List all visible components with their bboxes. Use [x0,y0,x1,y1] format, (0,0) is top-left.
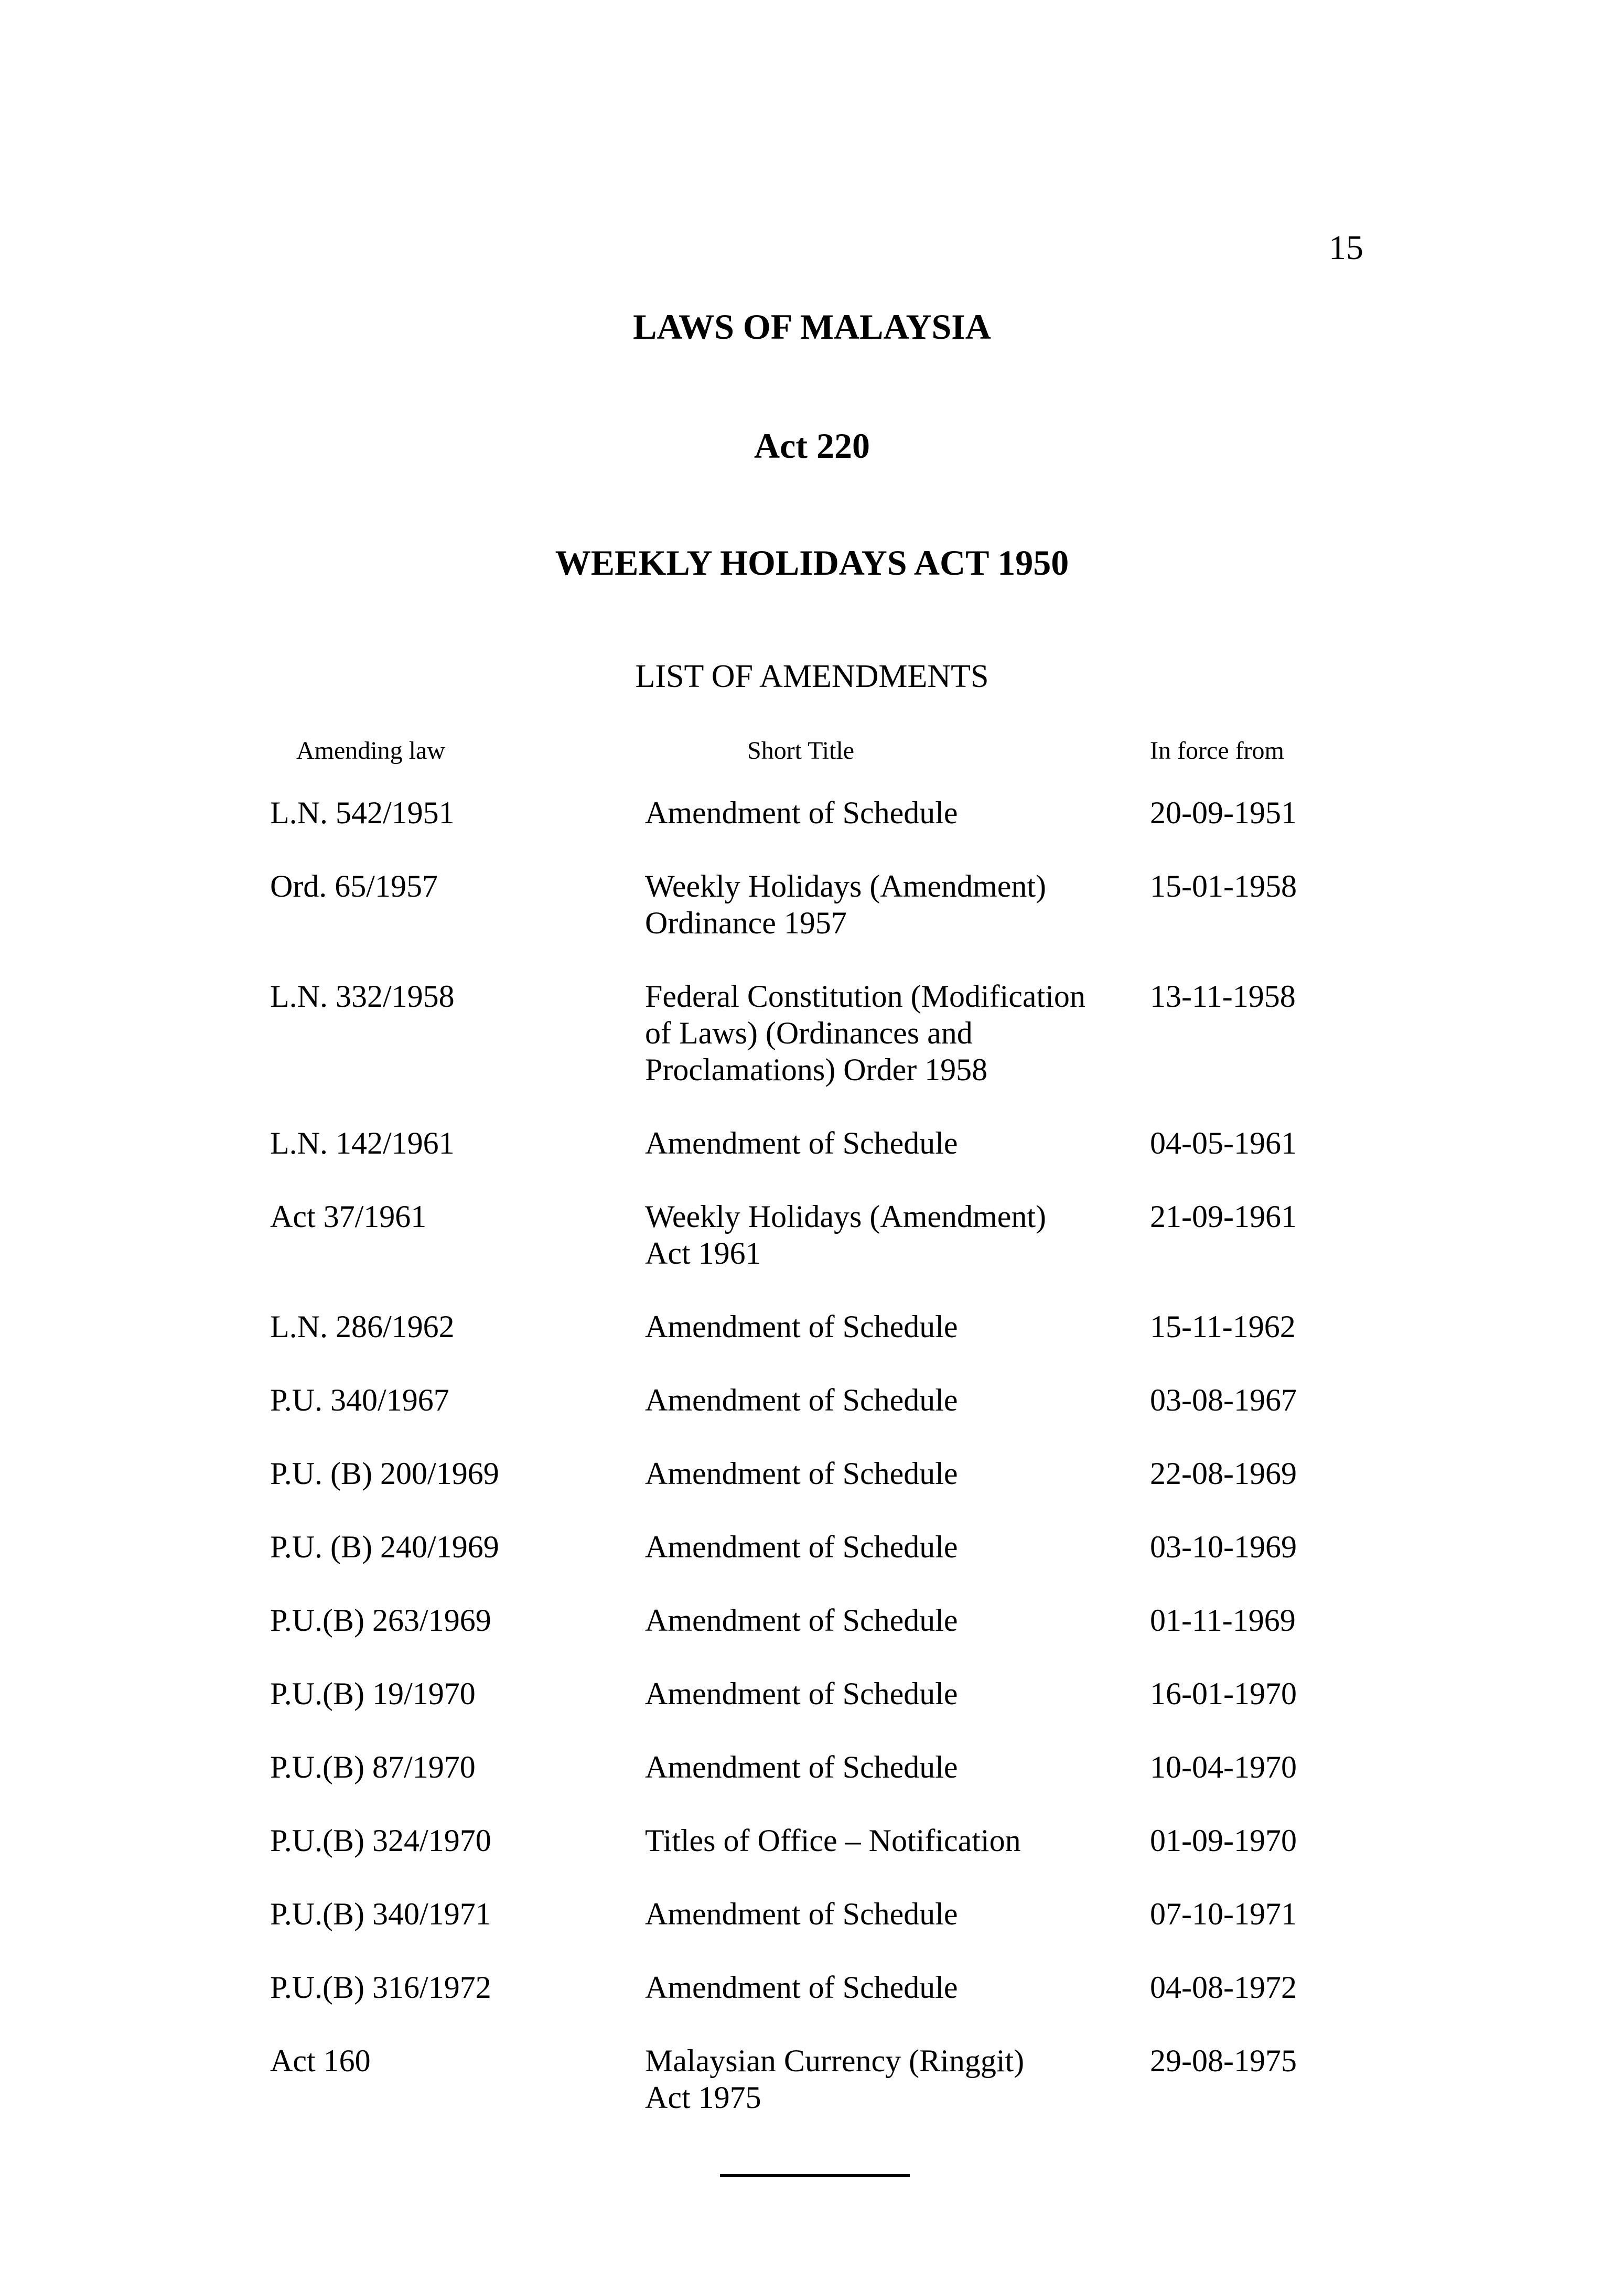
table-row [270,1602,1376,1639]
amending-law-cell: L.N. 286/1962 [270,1309,455,1344]
column-header-short-title: Short Title [747,737,855,765]
in-force-date-cell: 01-09-1970 [1150,1823,1297,1858]
amending-law-cell: Ord. 65/1957 [270,869,438,903]
in-force-date-cell: 07-10-1971 [1150,1897,1297,1931]
in-force-date-cell: 10-04-1970 [1150,1750,1297,1784]
in-force-date-cell: 21-09-1961 [1150,1199,1297,1234]
in-force-date-cell: 03-08-1967 [1150,1383,1297,1417]
amendments-table [270,794,1376,2153]
column-header-in-force-from: In force from [1150,737,1284,765]
short-title-cell: Weekly Holidays (Amendment) Ordinance 1957 [645,869,1046,940]
in-force-date-cell: 15-11-1962 [1150,1309,1296,1344]
amending-law-cell: L.N. 142/1961 [270,1126,455,1160]
table-row [270,1455,1376,1492]
short-title-cell: Amendment of Schedule [645,1970,958,2005]
amending-law-cell: P.U.(B) 263/1969 [270,1603,491,1638]
in-force-date-cell: 15-01-1958 [1150,869,1297,903]
amending-law-cell: Act 160 [270,2043,371,2078]
short-title-cell: Amendment of Schedule [645,1383,958,1417]
table-row [270,1675,1376,1712]
in-force-date-cell: 03-10-1969 [1150,1530,1297,1564]
amending-law-cell: Act 37/1961 [270,1199,427,1234]
in-force-date-cell: 16-01-1970 [1150,1676,1297,1711]
short-title-cell: Amendment of Schedule [645,1126,958,1160]
short-title-cell: Malaysian Currency (Ringgit) Act 1975 [645,2043,1025,2115]
table-row [270,1308,1376,1345]
column-header-amending-law: Amending law [296,737,445,765]
amending-law-cell: P.U.(B) 87/1970 [270,1750,476,1784]
short-title-cell: Amendment of Schedule [645,1456,958,1491]
table-row [270,1896,1376,1932]
table-row [270,1382,1376,1418]
table-row [270,1529,1376,1565]
amending-law-cell: P.U.(B) 324/1970 [270,1823,491,1858]
in-force-date-cell: 04-05-1961 [1150,1126,1297,1160]
short-title-cell: Federal Constitution (Modification of Laws) (Ordinances and Proclamations) Order 1958 [645,979,1085,1087]
table-row [270,2042,1376,2116]
document-heading-laws: LAWS OF MALAYSIA [633,307,991,347]
short-title-cell: Weekly Holidays (Amendment) Act 1961 [645,1199,1046,1271]
table-row [270,1749,1376,1785]
in-force-date-cell: 20-09-1951 [1150,795,1297,830]
amending-law-cell: L.N. 332/1958 [270,979,455,1014]
short-title-cell: Amendment of Schedule [645,1750,958,1784]
short-title-cell: Amendment of Schedule [645,1309,958,1344]
table-row [270,868,1376,941]
table-row [270,1822,1376,1859]
in-force-date-cell: 22-08-1969 [1150,1456,1297,1491]
table-row [270,1198,1376,1272]
amending-law-cell: P.U. (B) 200/1969 [270,1456,499,1491]
table-row [270,1125,1376,1161]
short-title-cell: Amendment of Schedule [645,795,958,830]
in-force-date-cell: 04-08-1972 [1150,1970,1297,2005]
short-title-cell: Amendment of Schedule [645,1603,958,1638]
short-title-cell: Amendment of Schedule [645,1530,958,1564]
in-force-date-cell: 01-11-1969 [1150,1603,1296,1638]
closing-rule [720,2174,910,2177]
in-force-date-cell: 13-11-1958 [1150,979,1296,1014]
table-row [270,1969,1376,2006]
in-force-date-cell: 29-08-1975 [1150,2043,1297,2078]
table-row [270,978,1376,1088]
amending-law-cell: P.U.(B) 19/1970 [270,1676,476,1711]
short-title-cell: Amendment of Schedule [645,1897,958,1931]
short-title-cell: Amendment of Schedule [645,1676,958,1711]
amending-law-cell: P.U.(B) 340/1971 [270,1897,491,1931]
amending-law-cell: L.N. 542/1951 [270,795,455,830]
amending-law-cell: P.U. 340/1967 [270,1383,449,1417]
page-number: 15 [1329,229,1363,267]
table-row [270,794,1376,831]
document-heading-act-title: WEEKLY HOLIDAYS ACT 1950 [555,543,1069,583]
short-title-cell: Titles of Office – Notification [645,1823,1021,1858]
list-of-amendments-title: LIST OF AMENDMENTS [635,659,989,694]
amending-law-cell: P.U. (B) 240/1969 [270,1530,499,1564]
document-heading-act-number: Act 220 [754,426,870,466]
amending-law-cell: P.U.(B) 316/1972 [270,1970,491,2005]
